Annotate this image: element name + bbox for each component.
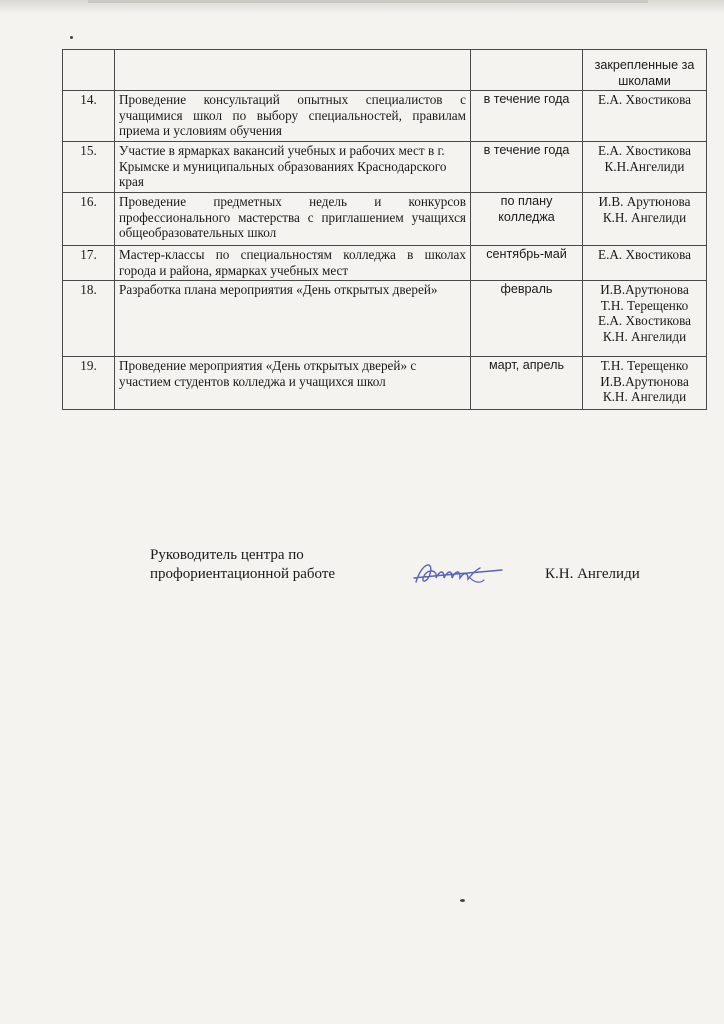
term-cell: в течение года bbox=[471, 142, 583, 193]
scan-edge bbox=[88, 0, 648, 3]
activity-cell: Проведение мероприятия «День открытых дверей» с участием студентов колледжа и учащихся школ bbox=[115, 357, 471, 410]
table-row bbox=[63, 281, 707, 357]
row-number: 17. bbox=[63, 246, 115, 281]
signatory-name: К.Н. Ангелиди bbox=[545, 566, 640, 582]
responsible-cell bbox=[583, 246, 707, 281]
responsible-line: Е.А. Хвостикова bbox=[598, 143, 691, 158]
responsible-line: К.Н.Ангелиди bbox=[604, 158, 685, 174]
scan-speck bbox=[70, 36, 73, 39]
responsible-line: Е.А. Хвостикова bbox=[598, 92, 691, 107]
term-cell: сентябрь-май bbox=[471, 246, 583, 281]
responsible-cell bbox=[583, 91, 707, 142]
responsible-line: школами bbox=[618, 73, 671, 88]
responsible-line: К.Н. Ангелиди bbox=[602, 389, 687, 404]
scan-speck bbox=[460, 899, 465, 902]
responsible-line: И.В.Арутюнова bbox=[600, 282, 689, 297]
responsible-cell bbox=[583, 281, 707, 357]
responsible-line: И.В.Арутюнова bbox=[600, 373, 689, 389]
signature-title-line2: профориентационной работе bbox=[150, 566, 336, 582]
term-cell: февраль bbox=[471, 281, 583, 357]
activity-cell bbox=[115, 50, 471, 91]
responsible-cell bbox=[583, 357, 707, 410]
table-row bbox=[63, 193, 707, 246]
table-row bbox=[63, 142, 707, 193]
row-number: 19. bbox=[63, 357, 115, 410]
row-number: 18. bbox=[63, 281, 115, 357]
responsible-line: Е.А. Хвостикова bbox=[598, 313, 691, 328]
term-cell bbox=[471, 50, 583, 91]
term-cell: в течение года bbox=[471, 91, 583, 142]
row-number: 14. bbox=[63, 91, 115, 142]
signature-title-line1: Руководитель центра по bbox=[150, 547, 304, 563]
signature-block bbox=[150, 546, 335, 584]
activity-cell: Участие в ярмарках вакансий учебных и рабочих мест в г. Крымске и муниципальных образованиях Краснодарского края bbox=[115, 142, 471, 193]
activity-cell: Проведение предметных недель и конкурсов профессионального мастерства с приглашением учащихся общеобразовательных школ bbox=[115, 193, 471, 246]
table-row bbox=[63, 50, 707, 91]
responsible-cell bbox=[583, 50, 707, 91]
responsible-line: закрепленные за bbox=[594, 58, 695, 72]
row-number bbox=[63, 50, 115, 91]
activity-cell: Разработка плана мероприятия «День открытых дверей» bbox=[115, 281, 471, 357]
responsible-line: Т.Н. Терещенко bbox=[600, 358, 689, 373]
responsible-line: К.Н. Ангелиди bbox=[602, 209, 687, 225]
responsible-line: К.Н. Ангелиди bbox=[602, 328, 687, 344]
responsible-cell bbox=[583, 193, 707, 246]
activity-cell: Проведение консультаций опытных специалистов с учащимися школ по выбору специальностей, правилам приема и условиям обучения bbox=[115, 91, 471, 142]
activity-cell: Мастер-классы по специальностям колледжа в школах города и района, ярмарках учебных мест bbox=[115, 246, 471, 281]
table-row bbox=[63, 246, 707, 281]
responsible-line: Е.А. Хвостикова bbox=[598, 247, 691, 262]
row-number: 16. bbox=[63, 193, 115, 246]
responsible-line: Т.Н. Терещенко bbox=[600, 297, 689, 313]
handwritten-signature bbox=[410, 556, 506, 590]
responsible-cell bbox=[583, 142, 707, 193]
table-row bbox=[63, 357, 707, 410]
activity-table bbox=[62, 49, 707, 410]
row-number: 15. bbox=[63, 142, 115, 193]
term-cell: март, апрель bbox=[471, 357, 583, 410]
responsible-line: И.В. Арутюнова bbox=[598, 194, 691, 209]
table-row bbox=[63, 91, 707, 142]
term-cell: по плану колледжа bbox=[471, 193, 583, 246]
